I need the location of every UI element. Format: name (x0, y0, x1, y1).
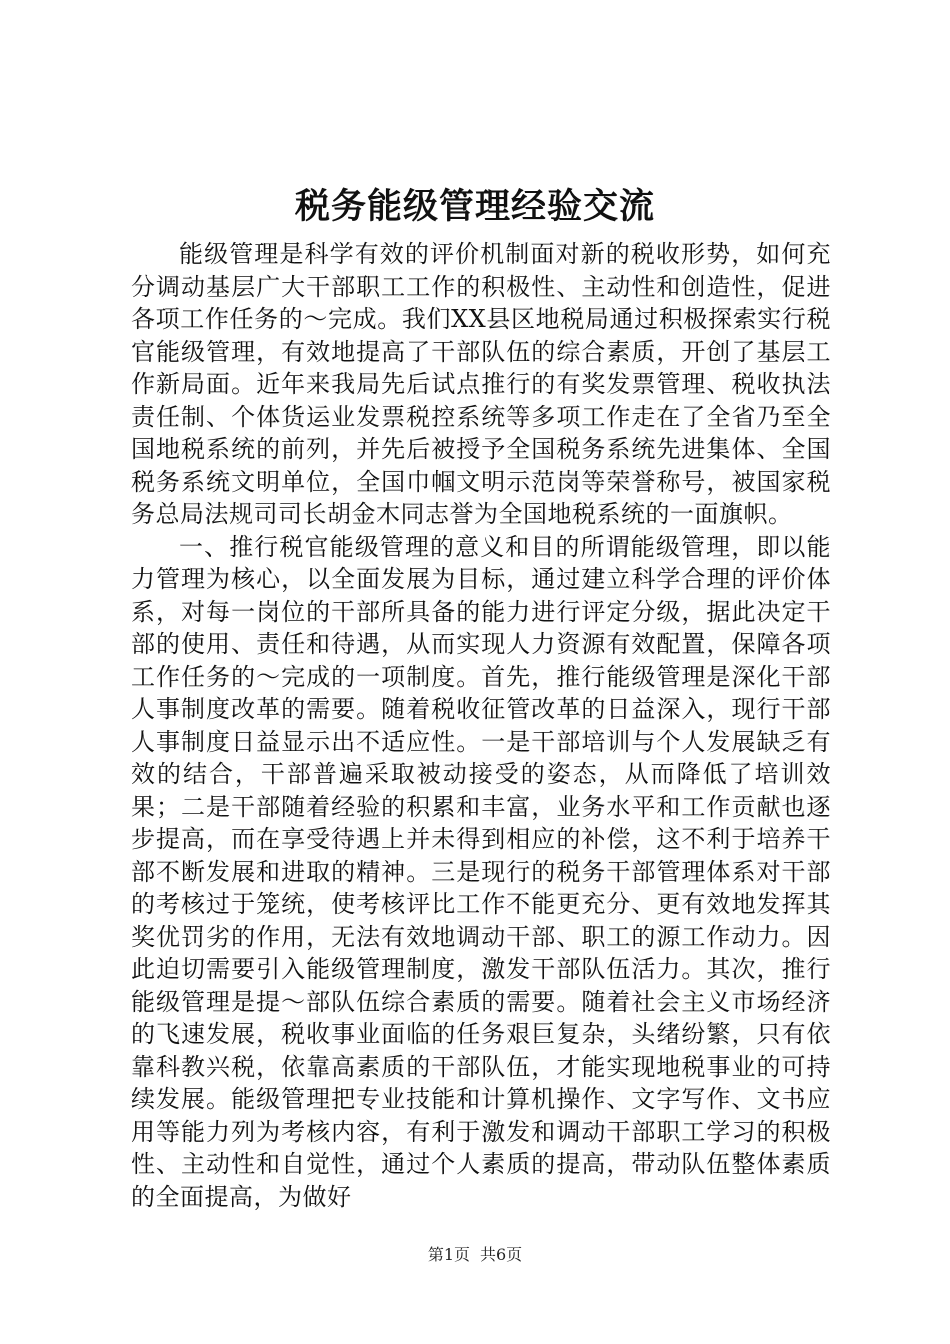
paragraph-section-one: 一、推行税官能级管理的意义和目的所谓能级管理，即以能力管理为核心，以全面发展为目标，通过建立科学合理的评价体系，对每一岗位的干部所具备的能力进行评定分级，据此决定干部的使用、责任和待遇，从而实现人力资源有效配置，保障各项工作任务的～完成的一项制度。首先，推行能级管理是深化干部人事制度改革的需要。随着税收征管改革的日益深入，现行干部人事制度日益显示出不适应性。一是干部培训与个人发展缺乏有效的结合，干部普遍采取被动接受的姿态，从而降低了培训效果；二是干部随着经验的积累和丰富，业务水平和工作贡献也逐步提高，而在享受待遇上并未得到相应的补偿，这不利于培养干部不断发展和进取的精神。三是现行的税务干部管理体系对干部的考核过于笼统，使考核评比工作不能更充分、更有效地发挥其奖优罚劣的作用，无法有效地调动干部、职工的源工作动力。因此迫切需要引入能级管理制度，激发干部队伍活力。其次，推行能级管理是提～部队伍综合素质的需要。随着社会主义市场经济的飞速发展，税收事业面临的任务艰巨复杂，头绪纷繁，只有依靠科教兴税，依靠高素质的干部队伍，才能实现地税事业的可持续发展。能级管理把专业技能和计算机操作、文字写作、文书应用等能力列为考核内容，有利于激发和调动干部职工学习的积极性、主动性和自觉性，通过个人素质的提高，带动队伍整体素质的全面提高，为做好 (131, 532, 831, 1211)
page-footer (0, 1244, 950, 1266)
paragraph-intro: 能级管理是科学有效的评价机制面对新的税收形势，如何充分调动基层广大干部职工工作的积极性、主动性和创造性，促进各项工作任务的～完成。我们XX县区地税局通过积极探索实行税官能级管理，有效地提高了干部队伍的综合素质，开创了基层工作新局面。近年来我局先后试点推行的有奖发票管理、税收执法责任制、个体货运业发票税控系统等多项工作走在了全省乃至全国地税系统的前列，并先后被授予全国税务系统先进集体、全国税务系统文明单位，全国巾帼文明示范岗等荣誉称号，被国家税务总局法规司司长胡金木同志誉为全国地税系统的一面旗帜。 (131, 240, 831, 528)
document-title: 税务能级管理经验交流 (294, 186, 655, 227)
document-body (131, 238, 831, 1213)
page-total: 共6页 (480, 1245, 523, 1264)
page-number: 第1页 (427, 1245, 470, 1264)
